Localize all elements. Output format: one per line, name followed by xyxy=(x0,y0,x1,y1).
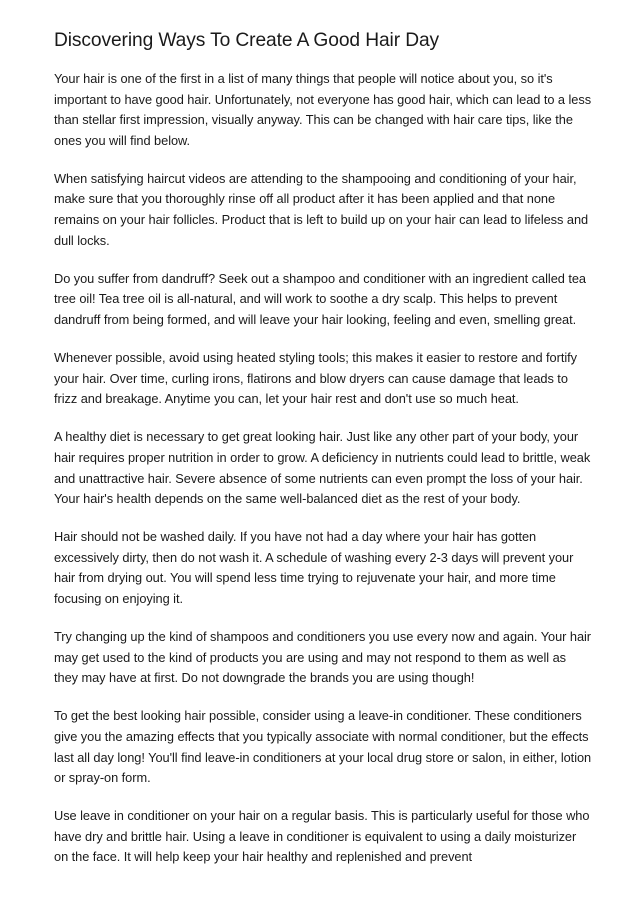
paragraph-8: To get the best looking hair possible, consider using a leave-in conditioner. These conditioners give you the amazing effects that you typically associate with normal conditioner, but the effects last all day long! You'll find leave-in conditioners at your local drug store or salon, in either, lotion or spray-on form. xyxy=(54,708,592,786)
paragraph-4: Whenever possible, avoid using heated styling tools; this makes it easier to restore and fortify your hair. Over time, curling irons, flatirons and blow dryers can cause damage that leads to frizz and breakage. Anytime you can, let your hair rest and don't use so much heat. xyxy=(54,350,577,407)
paragraph-6: Hair should not be washed daily. If you have not had a day where your hair has gotten excessively dirty, then do not wash it. A schedule of washing every 2-3 days will prevent your hair from drying out. You will spend less time trying to rejuvenate your hair, and more time focusing on enjoying it. xyxy=(54,529,574,606)
paragraph-7: Try changing up the kind of shampoos and conditioners you use every now and again. Your hair may get used to the kind of products you are using and may not respond to them as well as they may have at first. Do not downgrade the brands you are using though! xyxy=(54,629,592,686)
paragraph-5: A healthy diet is necessary to get great looking hair. Just like any other part of your body, your hair requires proper nutrition in order to grow. A deficiency in nutrients could lead to brittle, weak and unattractive hair. Severe absence of some nutrients can even prompt the loss of your hair. Your hair's health depends on the same well-balanced diet as the rest of your body. xyxy=(54,429,591,507)
document-title: Discovering Ways To Create A Good Hair Day xyxy=(54,30,440,51)
paragraph-3: Do you suffer from dandruff? Seek out a shampoo and conditioner with an ingredient called tea tree oil! Tea tree oil is all-natural, and will work to soothe a dry scalp. This helps to prevent dandruff from being formed, and will leave your hair looking, feeling and even, smelling great. xyxy=(54,270,586,327)
paragraph-2: When satisfying haircut videos are attending to the shampooing and conditioning of your hair, make sure that you thoroughly rinse off all product after it has been applied and that none remains on your hair follicles. Product that is left to build up on your hair can lead to lifeless and dull locks. xyxy=(54,170,589,248)
paragraph-1: Your hair is one of the first in a list of many things that people will notice about you, so it's important to have good hair. Unfortunately, not everyone has good hair, which can lead to a less than stellar first impression, visually anyway. This can be changed with hair care tips, like the ones you will find below. xyxy=(54,71,592,148)
document-page xyxy=(54,28,592,886)
paragraph-9: Use leave in conditioner on your hair on a regular basis. This is particularly useful for those who have dry and brittle hair. Using a leave in conditioner is equivalent to using a daily moisturizer on the face. It will help keep your hair healthy and replenished and prevent xyxy=(54,808,590,865)
